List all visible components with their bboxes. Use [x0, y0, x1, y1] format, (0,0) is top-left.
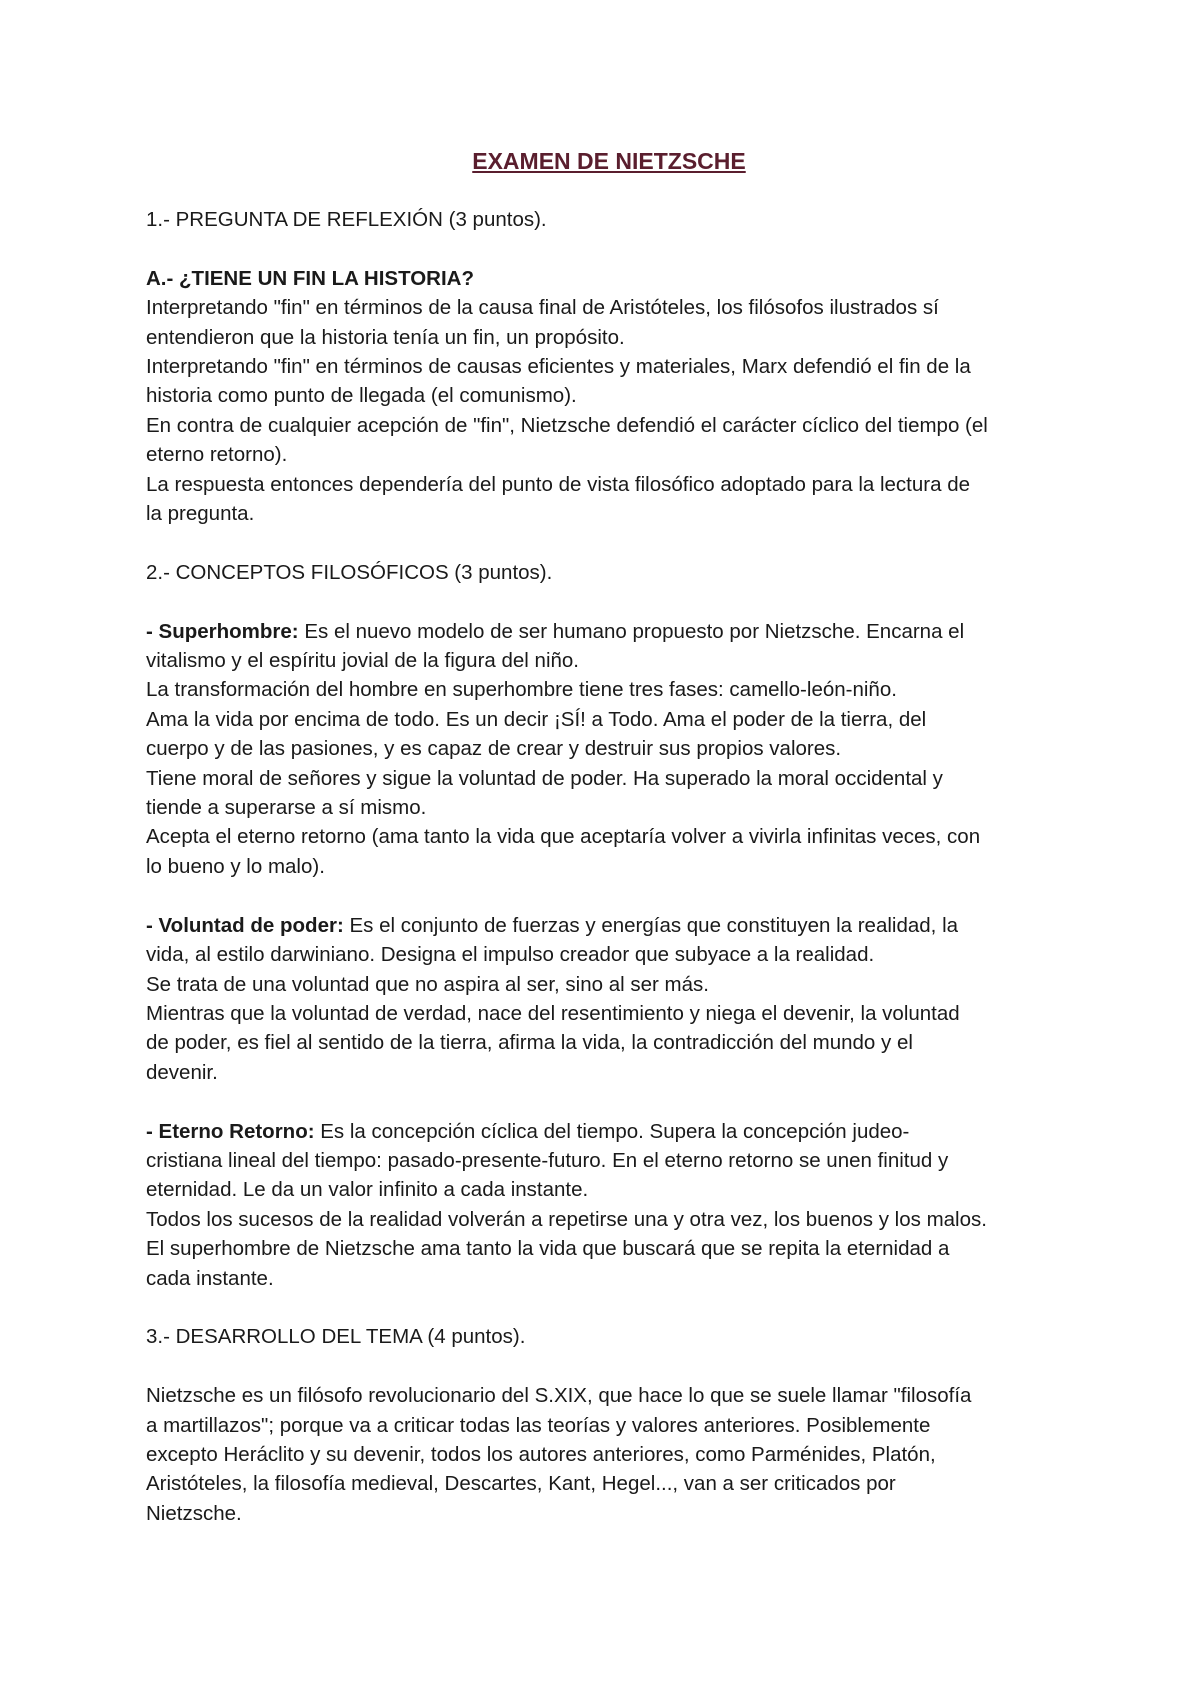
section-3-line: excepto Heráclito y su devenir, todos los autores anteriores, como Parménides, Platón,	[146, 1442, 936, 1466]
superhombre-first-line	[146, 617, 1066, 646]
superhombre-line: tiende a superarse a sí mismo.	[146, 796, 427, 820]
section-1-question: A.- ¿TIENE UN FIN LA HISTORIA?	[146, 266, 474, 290]
section-3-line: Nietzsche.	[146, 1501, 242, 1525]
section-1-line: La respuesta entonces dependería del punto de vista filosófico adoptado para la lectura de	[146, 472, 970, 496]
spacer	[146, 881, 1066, 910]
spacer	[146, 176, 1066, 205]
superhombre-line: cuerpo y de las pasiones, y es capaz de crear y destruir sus propios valores.	[146, 737, 842, 761]
voluntad-line: vida, al estilo darwiniano. Designa el impulso creador que subyace a la realidad.	[146, 943, 875, 967]
eterno-line: Todos los sucesos de la realidad volverán a repetirse una y otra vez, los buenos y los malos.	[146, 1207, 987, 1231]
section-1-line: historia como punto de llegada (el comunismo).	[146, 384, 577, 408]
section-3-line: Aristóteles, la filosofía medieval, Descartes, Kant, Hegel..., van a ser criticados por	[146, 1472, 896, 1496]
section-1-heading: 1.- PREGUNTA DE REFLEXIÓN (3 puntos).	[146, 208, 547, 231]
spacer	[146, 234, 1066, 263]
section-1-line: eterno retorno).	[146, 443, 288, 467]
spacer	[146, 1087, 1066, 1116]
superhombre-line: vitalismo y el espíritu jovial de la figura del niño.	[146, 649, 579, 673]
voluntad-first-line	[146, 911, 1066, 940]
section-2-heading: 2.- CONCEPTOS FILOSÓFICOS (3 puntos).	[146, 560, 553, 584]
eterno-line: cada instante.	[146, 1266, 274, 1290]
spacer	[146, 1293, 1066, 1322]
section-3-line: Nietzsche es un filósofo revolucionario del S.XIX, que hace lo que se suele llamar "filosofía	[146, 1384, 972, 1408]
eterno-line: El superhombre de Nietzsche ama tanto la vida que buscará que se repita la eternidad a	[146, 1237, 950, 1261]
superhombre-line: La transformación del hombre en superhombre tiene tres fases: camello-león-niño.	[146, 678, 897, 702]
superhombre-line: lo bueno y lo malo).	[146, 854, 325, 878]
superhombre-term: - Superhombre:	[146, 619, 299, 643]
document-page	[146, 146, 1066, 1528]
spacer	[146, 1352, 1066, 1381]
spacer	[146, 587, 1066, 616]
voluntad-line: de poder, es fiel al sentido de la tierra, afirma la vida, la contradicción del mundo y el	[146, 1031, 913, 1055]
voluntad-term: - Voluntad de poder:	[146, 913, 344, 937]
section-3-line: a martillazos"; porque va a criticar todas las teorías y valores anteriores. Posiblemente	[146, 1413, 931, 1437]
eterno-line: cristiana lineal del tiempo: pasado-presente-futuro. En el eterno retorno se unen finitud y	[146, 1148, 949, 1172]
section-1-line: En contra de cualquier acepción de "fin", Nietzsche defendió el carácter cíclico del tiempo (el	[146, 413, 988, 437]
voluntad-line: Se trata de una voluntad que no aspira al ser, sino al ser más.	[146, 972, 709, 996]
superhombre-line: Acepta el eterno retorno (ama tanto la vida que aceptaría volver a vivirla infinitas veces, con	[146, 825, 981, 849]
superhombre-line: Ama la vida por encima de todo. Es un decir ¡SÍ! a Todo. Ama el poder de la tierra, del	[146, 707, 927, 731]
spacer	[146, 528, 1066, 557]
eterno-line: eternidad. Le da un valor infinito a cada instante.	[146, 1178, 589, 1202]
eterno-first-line	[146, 1117, 1066, 1146]
section-1-line: Interpretando "fin" en términos de la causa final de Aristóteles, los filósofos ilustrados sí	[146, 296, 939, 320]
voluntad-line: devenir.	[146, 1060, 218, 1084]
eterno-definition-start: Es la concepción cíclica del tiempo. Supera la concepción judeo-	[314, 1119, 910, 1143]
superhombre-definition-start: Es el nuevo modelo de ser humano propuesto por Nietzsche. Encarna el	[298, 619, 965, 643]
superhombre-line: Tiene moral de señores y sigue la voluntad de poder. Ha superado la moral occidental y	[146, 766, 943, 790]
section-1-line: entendieron que la historia tenía un fin, un propósito.	[146, 325, 625, 349]
section-3-heading: 3.- DESARROLLO DEL TEMA (4 puntos).	[146, 1325, 526, 1349]
section-1-line: la pregunta.	[146, 502, 255, 526]
section-1-line: Interpretando "fin" en términos de causas eficientes y materiales, Marx defendió el fin de la	[146, 355, 971, 379]
voluntad-line: Mientras que la voluntad de verdad, nace del resentimiento y niega el devenir, la voluntad	[146, 1001, 960, 1025]
voluntad-definition-start: Es el conjunto de fuerzas y energías que constituyen la realidad, la	[343, 913, 959, 937]
document-title: EXAMEN DE NIETZSCHE	[472, 148, 746, 174]
eterno-term: - Eterno Retorno:	[146, 1119, 315, 1143]
